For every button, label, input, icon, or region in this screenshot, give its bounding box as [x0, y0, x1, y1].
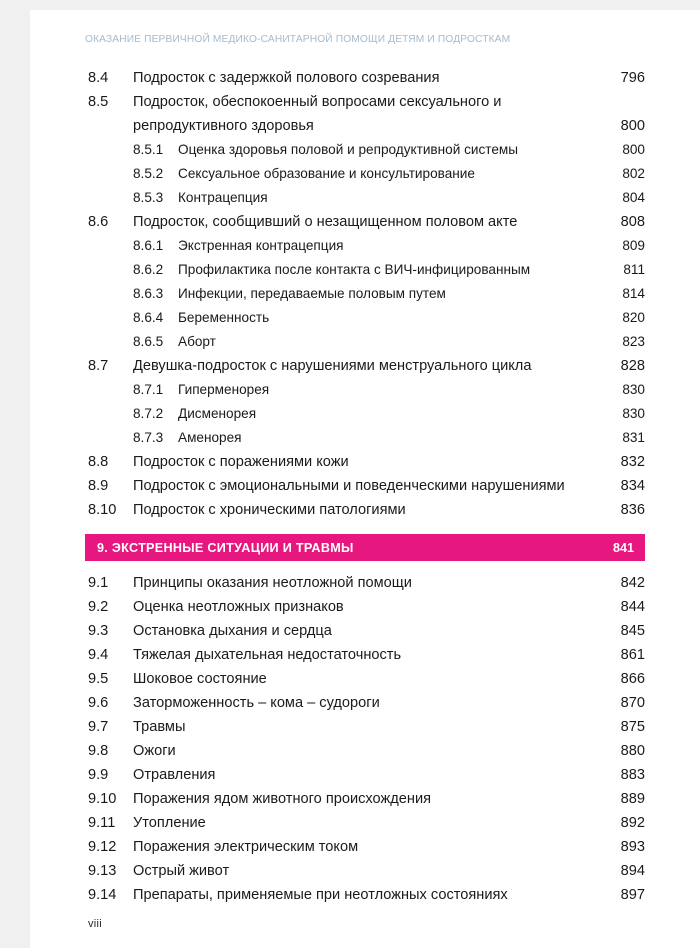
toc-entry-title: Девушка-подросток с нарушениями менструального цикла: [133, 358, 532, 374]
toc-entry-number: 9.9: [88, 767, 109, 783]
toc-entry[interactable]: [30, 667, 700, 691]
toc-entry-page: 870: [620, 695, 645, 711]
toc-entry-page: 828: [620, 358, 645, 374]
toc-entry-title: Острый живот: [133, 863, 230, 879]
toc-entry[interactable]: [30, 619, 700, 643]
toc-entry-number: 9.1: [88, 575, 109, 591]
toc-entry-page: 800: [620, 118, 645, 134]
toc-entry-number: 8.7: [88, 358, 109, 374]
toc-entry-page: 883: [620, 767, 645, 783]
toc-entry-number: 8.7.3: [133, 430, 164, 445]
toc-entry-title: Отравления: [133, 767, 216, 783]
toc-entry-title: Инфекции, передаваемые половым путем: [178, 286, 446, 301]
toc-entry-title: Подросток, обеспокоенный вопросами сексуального и репродуктивного здоровья: [133, 94, 502, 134]
toc-entry-number: 8.4: [88, 70, 109, 86]
chapter-heading-bar[interactable]: [85, 534, 645, 561]
toc-entry-title: Утопление: [133, 815, 206, 831]
toc-entry[interactable]: [30, 595, 700, 619]
toc-entry-title: Поражения ядом животного происхождения: [133, 791, 432, 807]
toc-entry-number: 9.14: [88, 887, 117, 903]
toc-entry-title: Препараты, применяемые при неотложных состояниях: [133, 887, 508, 903]
toc-entry-number: 9.2: [88, 599, 109, 615]
toc-entry-page: 836: [620, 502, 645, 518]
chapter-heading-title: 9. ЭКСТРЕННЫЕ СИТУАЦИИ И ТРАВМЫ: [97, 540, 354, 555]
toc-entry-title: Ожоги: [133, 743, 176, 759]
toc-entry-title: Подросток с задержкой полового созревания: [133, 70, 440, 86]
toc-entry[interactable]: [30, 186, 700, 210]
toc-entry[interactable]: [30, 571, 700, 595]
toc-entry-page: 804: [622, 190, 645, 205]
table-of-contents: [30, 66, 700, 907]
toc-entry[interactable]: [30, 498, 700, 522]
toc-entry-number: 8.6.2: [133, 262, 164, 277]
toc-entry[interactable]: [30, 811, 700, 835]
toc-entry[interactable]: [30, 835, 700, 859]
toc-entry-number: 9.7: [88, 719, 109, 735]
toc-entry-page: 834: [620, 478, 645, 494]
toc-entry-number: 8.6: [88, 214, 109, 230]
toc-entry-title: Тяжелая дыхательная недостаточность: [133, 647, 402, 663]
toc-entry-page: 814: [622, 286, 645, 301]
toc-entry[interactable]: [30, 474, 700, 498]
running-head: ОКАЗАНИЕ ПЕРВИЧНОЙ МЕДИКО-САНИТАРНОЙ ПОМОЩИ ДЕТЯМ И ПОДРОСТКАМ: [85, 34, 511, 45]
toc-entry-page: 875: [620, 719, 645, 735]
toc-entry[interactable]: [30, 763, 700, 787]
toc-entry-title: Экстренная контрацепция: [178, 238, 344, 253]
toc-entry-title: Остановка дыхания и сердца: [133, 623, 332, 639]
toc-entry-page: 796: [620, 70, 645, 86]
toc-entry-page: 880: [620, 743, 645, 759]
toc-entry-page: 808: [620, 214, 645, 230]
toc-entry-number: 8.5: [88, 94, 109, 110]
toc-entry-number: 8.6.4: [133, 310, 164, 325]
toc-entry-page: 861: [620, 647, 645, 663]
toc-entry-title: Принципы оказания неотложной помощи: [133, 575, 412, 591]
toc-entry-title: Сексуальное образование и консультирование: [178, 166, 475, 181]
toc-entry-title: Подросток, сообщивший о незащищенном половом акте: [133, 214, 518, 230]
toc-entry[interactable]: [30, 787, 700, 811]
toc-entry-number: 9.12: [88, 839, 117, 855]
toc-entry-title: Поражения электрическим током: [133, 839, 359, 855]
toc-entry[interactable]: [30, 378, 700, 402]
toc-entry-number: 8.5.1: [133, 142, 164, 157]
toc-entry-number: 9.8: [88, 743, 109, 759]
toc-entry[interactable]: [30, 450, 700, 474]
toc-entry-number: 8.6.1: [133, 238, 164, 253]
toc-entry[interactable]: [30, 90, 700, 138]
toc-entry-number: 8.5.3: [133, 190, 164, 205]
toc-entry[interactable]: [30, 859, 700, 883]
toc-entry-title: Аборт: [178, 334, 216, 349]
toc-entry-page: 842: [620, 575, 645, 591]
toc-entry-page: 831: [622, 430, 645, 445]
toc-entry-page: 800: [622, 142, 645, 157]
toc-entry-page: 866: [620, 671, 645, 687]
toc-entry-title: Профилактика после контакта с ВИЧ-инфицированным: [178, 262, 531, 277]
toc-entry-title: Травмы: [133, 719, 186, 735]
toc-entry-page: 844: [620, 599, 645, 615]
toc-entry-page: 820: [622, 310, 645, 325]
toc-entry-number: 9.13: [88, 863, 117, 879]
toc-entry-title: Подросток с хроническими патологиями: [133, 502, 406, 518]
toc-entry[interactable]: [30, 883, 700, 907]
toc-entry-number: 8.6.3: [133, 286, 164, 301]
toc-entry-page: 892: [620, 815, 645, 831]
toc-entry-number: 9.6: [88, 695, 109, 711]
toc-entry-title: Оценка неотложных признаков: [133, 599, 344, 615]
toc-entry-page: 832: [620, 454, 645, 470]
toc-entry-number: 8.5.2: [133, 166, 164, 181]
toc-entry-title: Дисменорея: [178, 406, 257, 421]
toc-entry-title: Подросток с эмоциональными и поведенческими нарушениями: [133, 478, 565, 494]
toc-entry-number: 9.4: [88, 647, 109, 663]
toc-entry-page: 830: [622, 406, 645, 421]
toc-entry[interactable]: [30, 162, 700, 186]
toc-entry-number: 9.11: [88, 815, 116, 831]
toc-section-chapter-9: [30, 571, 700, 907]
toc-entry[interactable]: [30, 643, 700, 667]
toc-entry-title: Оценка здоровья половой и репродуктивной системы: [178, 142, 519, 157]
toc-entry-title: Гиперменорея: [178, 382, 270, 397]
toc-entry[interactable]: [30, 426, 700, 450]
toc-entry-page: 809: [622, 238, 645, 253]
toc-entry[interactable]: [30, 715, 700, 739]
folio-page-number: viii: [88, 918, 103, 930]
toc-entry-number: 9.3: [88, 623, 109, 639]
toc-entry[interactable]: [30, 138, 700, 162]
toc-entry-number: 9.10: [88, 791, 117, 807]
toc-entry-page: 894: [620, 863, 645, 879]
toc-entry[interactable]: [30, 258, 700, 282]
toc-entry-number: 8.6.5: [133, 334, 164, 349]
toc-entry-title: Контрацепция: [178, 190, 268, 205]
toc-entry[interactable]: [30, 402, 700, 426]
toc-entry-number: 8.8: [88, 454, 109, 470]
toc-entry-number: 8.7.2: [133, 406, 164, 421]
toc-entry-page: 845: [620, 623, 645, 639]
toc-entry-page: 823: [622, 334, 645, 349]
toc-entry[interactable]: [30, 691, 700, 715]
toc-entry-page: 897: [620, 887, 645, 903]
toc-entry-page: 802: [622, 166, 645, 181]
toc-entry-number: 8.10: [88, 502, 117, 518]
toc-entry-page: 889: [620, 791, 645, 807]
toc-entry-title: Аменорея: [178, 430, 242, 445]
toc-entry-number: 8.7.1: [133, 382, 164, 397]
toc-entry-title: Подросток с поражениями кожи: [133, 454, 349, 470]
chapter-heading-page: 841: [612, 540, 634, 555]
toc-entry[interactable]: [30, 306, 700, 330]
toc-entry[interactable]: [30, 282, 700, 306]
document-page: [30, 10, 700, 948]
toc-entry-title: Заторможенность – кома – судороги: [133, 695, 380, 711]
toc-entry[interactable]: [30, 66, 700, 90]
toc-entry[interactable]: [30, 330, 700, 354]
toc-entry[interactable]: [30, 354, 700, 378]
toc-entry-title: Шоковое состояние: [133, 671, 267, 687]
toc-entry-number: 8.9: [88, 478, 109, 494]
toc-entry-page: 811: [623, 262, 645, 277]
toc-entry-page: 830: [622, 382, 645, 397]
toc-entry[interactable]: [30, 234, 700, 258]
toc-entry[interactable]: [30, 739, 700, 763]
toc-entry[interactable]: [30, 210, 700, 234]
toc-entry-page: 893: [620, 839, 645, 855]
toc-entry-number: 9.5: [88, 671, 109, 687]
toc-entry-title: Беременность: [178, 310, 270, 325]
toc-section-chapter-8: [30, 66, 700, 522]
